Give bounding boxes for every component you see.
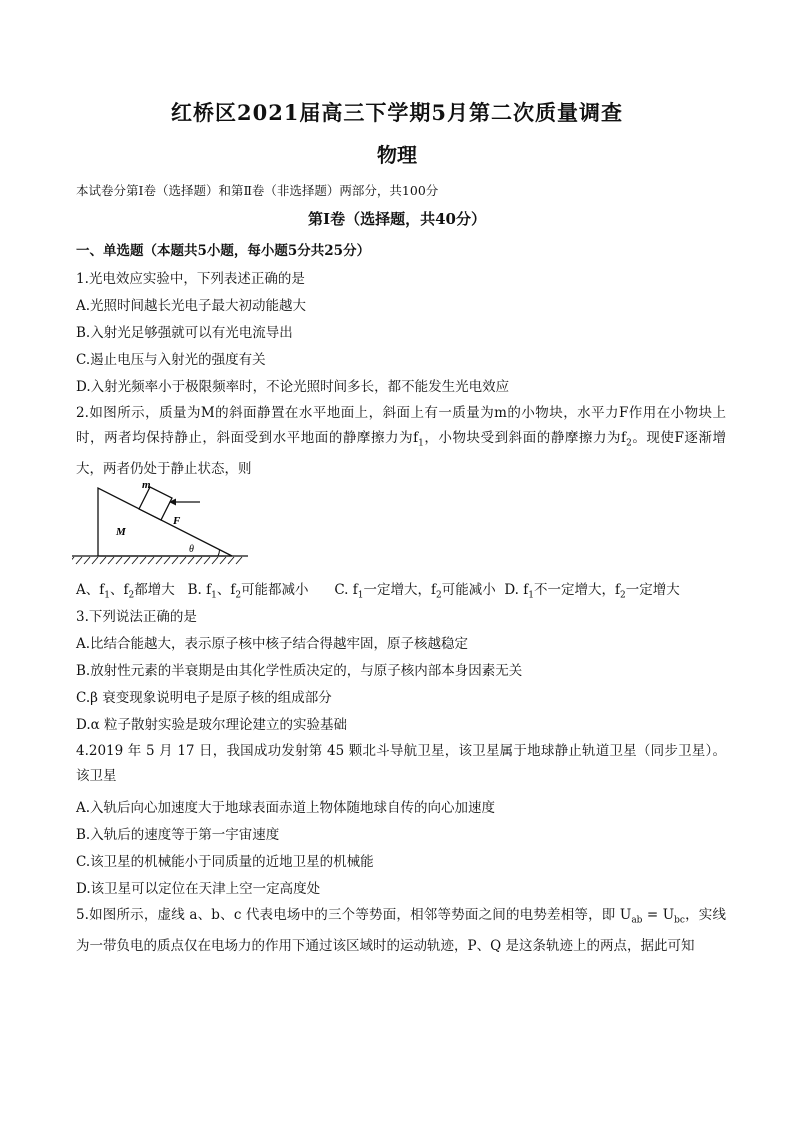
q5-stem: 5.如图所示，虚线 a、b、c 代表电场中的三个等势面，相邻等势面之间的电势差相等，即 $U_{ab} = U_{bc}$，实线为一带负电的质点仅在电场力的作用下通过该区域时的运动轨迹，P、Q 是这条轨迹上的两点，据此可知 (76, 907, 726, 954)
q2-option-c: C. $f_1$一定增大，$f_2$可能减小 (334, 582, 496, 601)
q2-options (76, 578, 680, 601)
q2-option-d: D. $f_1$不一定增大，$f_2$一定增大 (504, 582, 680, 601)
label-m: m (142, 479, 151, 491)
subject-title: 物理 (377, 143, 417, 167)
page-title: 红桥区2021届高三下学期5月第二次质量调查 (170, 100, 624, 125)
q3-option-d: D.α 粒子散射实验是玻尔理论建立的实验基础 (76, 717, 348, 733)
q3-option-c: C.β 衰变现象说明电子是原子核的组成部分 (76, 690, 332, 706)
q2-option-a: A、$f_1$、$f_2$都增大 (76, 582, 175, 601)
q4-option-d: D.该卫星可以定位在天津上空一定高度处 (76, 881, 321, 897)
q1-option-a: A.光照时间越长光电子最大初动能越大 (76, 298, 307, 314)
exam-intro: 本试卷分第Ⅰ卷（选择题）和第Ⅱ卷（非选择题）两部分，共100分 (76, 183, 439, 198)
label-M: M (116, 526, 126, 538)
q3-option-a: A.比结合能越大，表示原子核中核子结合得越牢固，原子核越稳定 (76, 636, 469, 652)
label-theta: θ (189, 544, 194, 555)
q1-option-b: B.入射光足够强就可以有光电流导出 (76, 325, 293, 341)
q1-option-c: C.遏止电压与入射光的强度有关 (76, 352, 266, 368)
q4-option-b: B.入轨后的速度等于第一宇宙速度 (76, 827, 280, 843)
q4-stem: 4.2019 年 5 月 17 日，我国成功发射第 45 颗北斗导航卫星，该卫星属于地球静止轨道卫星（同步卫星）。该卫星 (76, 743, 726, 784)
q1-option-d: D.入射光频率小于极限频率时，不论光照时间多长，都不能发生光电效应 (76, 379, 510, 395)
section-one-heading: 一、单选题（本题共5小题，每小题5分共25分） (76, 243, 371, 259)
q2-option-b: B. $f_1$、$f_2$可能都减小 (187, 582, 309, 601)
label-F: F (173, 515, 181, 527)
q3-option-b: B.放射性元素的半衰期是由其化学性质决定的，与原子核内部本身因素无关 (76, 663, 523, 679)
q4-option-a: A.入轨后向心加速度大于地球表面赤道上物体随地球自传的向心加速度 (76, 800, 496, 816)
q3-stem: 3.下列说法正确的是 (76, 609, 197, 625)
q4-option-c: C.该卫星的机械能小于同质量的近地卫星的机械能 (76, 854, 374, 870)
part-one-heading: 第Ⅰ卷（选择题，共40分） (308, 210, 486, 228)
block (139, 487, 172, 520)
incline-figure (72, 478, 262, 568)
q1-stem: 1.光电效应实验中，下列表述正确的是 (76, 271, 305, 287)
q2-stem: 2.如图所示，质量为M的斜面静置在水平地面上，斜面上有一质量为m的小物块，水平力F作用在小物块上时，两者均保持静止，斜面受到水平地面的静摩擦力为$f_1$，小物块受到斜面的静摩擦力为$f_2$。现使F逐渐增大，两者仍处于静止状态，则 (76, 405, 726, 477)
